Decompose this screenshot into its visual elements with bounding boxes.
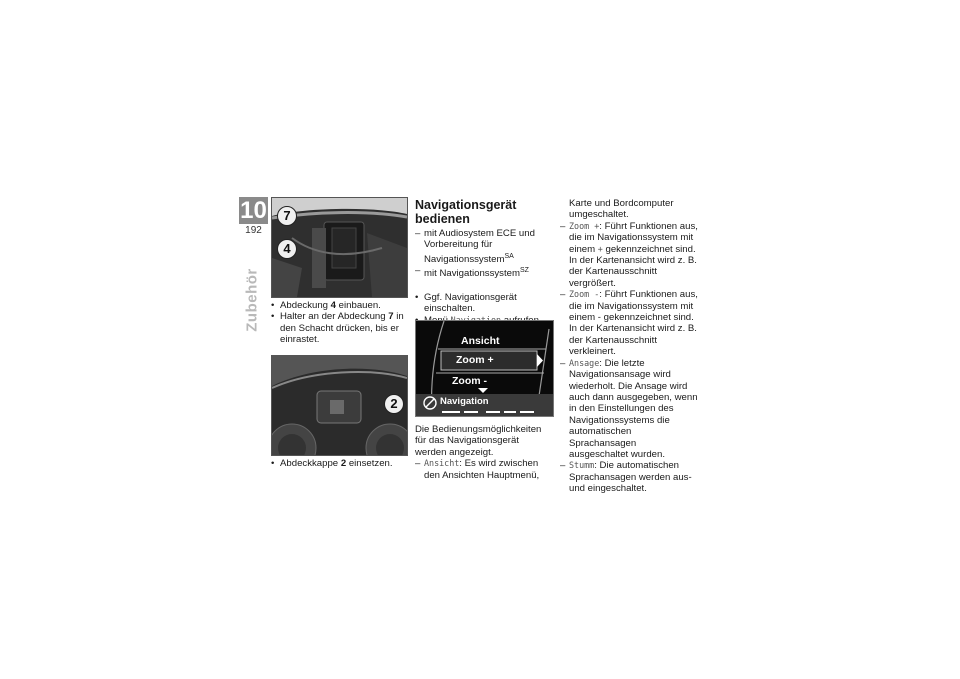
display-item-ansicht: Ansicht	[461, 335, 500, 347]
options-intro: Die Bedienungsmöglichkeiten für das Navigationsgerät werden angezeigt.	[415, 424, 542, 458]
chapter-number: 10	[240, 197, 267, 224]
option-zoom-minus: – Zoom -: Führt Funktionen aus, die im Navigationssystem mit einem - gekennzeichnet sind. In der Kartenansicht wird z. B. der Kartenausschnitt verkleinert.	[560, 289, 698, 357]
callout-4: 4	[277, 239, 297, 259]
option-ansicht: – Ansicht: Es wird zwischen den Ansichten Hauptmenü,	[415, 458, 552, 481]
step-insert-cap: • Abdeckkappe 2 einsetzen.	[271, 458, 406, 469]
step-switch-on: • Ggf. Navigationsgerät einschalten.	[415, 292, 552, 315]
chapter-side-title	[232, 270, 272, 330]
condition-navigation-system: – mit Navigationssystem$^{SZ}$	[415, 265, 552, 280]
condition-audio-system: – mit Audiosystem ECE und Vorbereitung für Navigationssystem$^{SA}$	[415, 228, 552, 265]
callout-2: 2	[384, 394, 404, 414]
photo-cover-cap	[271, 355, 408, 456]
step-press-holder: • Halter an der Abdeckung 7 in den Schacht drücken, bis er einrastet.	[271, 311, 406, 345]
option-ansicht-continued: Karte und Bordcomputer umgeschaltet.	[569, 198, 674, 221]
column-1-bottom	[271, 458, 406, 469]
chapter-title: Zubehör	[243, 268, 261, 332]
column-1-top	[271, 300, 406, 346]
navigation-display	[415, 320, 554, 417]
column-3	[560, 198, 698, 495]
option-zoom-plus: – Zoom +: Führt Funktionen aus, die im Navigationssystem mit einem + gekennzeichnet sind. In der Kartenansicht wird z. B. der Kartenausschnitt vergrößert.	[560, 221, 698, 289]
display-item-zoom-plus: Zoom +	[456, 354, 494, 366]
option-ansage: – Ansage: Die letzte Navigationsansage wird wiederholt. Die Ansage wird auch dann ausgegeben, wenn in den Einstellungen des Navigationssystems die automatischen Sprachansagen ausgeschaltet wurden.	[560, 358, 698, 461]
option-stumm: – Stumm: Die automatischen Sprachansagen werden aus- und eingeschaltet.	[560, 460, 698, 494]
page-number: 192	[245, 225, 262, 236]
column-2	[415, 198, 552, 326]
column-2-bottom	[415, 424, 552, 481]
display-footer-navigation: Navigation	[440, 396, 489, 407]
callout-7: 7	[277, 206, 297, 226]
photo-navigation-mount	[271, 197, 408, 298]
step-install-cover: • Abdeckung 4 einbauen.	[271, 300, 406, 311]
display-item-zoom-minus: Zoom -	[452, 375, 487, 387]
section-heading: Navigationsgerät bedienen	[415, 198, 517, 226]
